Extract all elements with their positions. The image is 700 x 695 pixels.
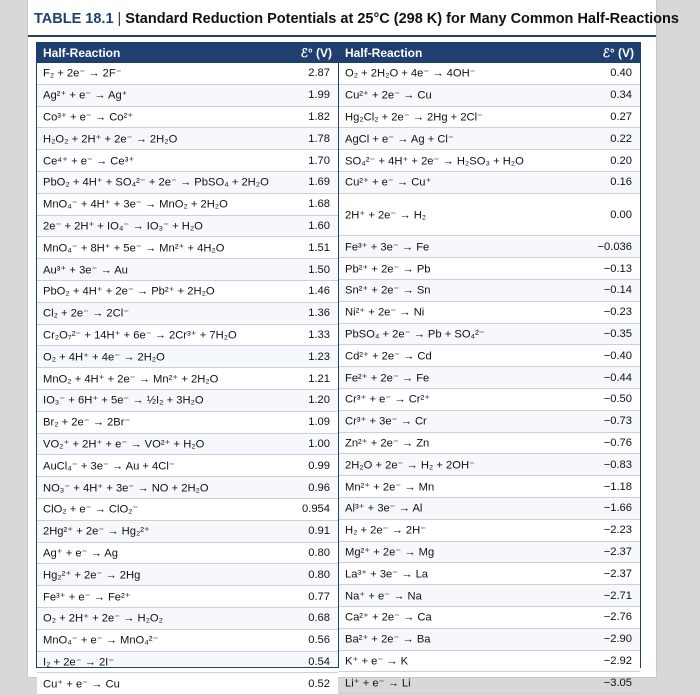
table-row (339, 194, 640, 237)
half-reaction-cell: H₂ + 2e⁻ → 2H⁻ (345, 524, 427, 537)
potential-cell: −2.37 (603, 567, 632, 580)
table-row (37, 564, 338, 586)
potential-cell: 1.51 (308, 241, 330, 254)
table-row (339, 63, 640, 85)
table-row (37, 172, 338, 194)
half-reaction-cell: 2Hg²⁺ + 2e⁻ → Hg₂²⁺ (43, 525, 150, 538)
potential-cell: 1.46 (308, 285, 330, 298)
table-row (339, 563, 640, 585)
potential-cell: −1.18 (603, 480, 632, 493)
potential-cell: −2.71 (603, 589, 632, 602)
potential-cell: 0.22 (610, 132, 632, 145)
table-row (339, 498, 640, 520)
potential-cell: 1.33 (308, 328, 330, 341)
potential-cell: 0.54 (308, 655, 330, 668)
half-reaction-cell: 2e⁻ + 2H⁺ + IO₄⁻ → IO₃⁻ + H₂O (43, 220, 203, 233)
table-row (37, 259, 338, 281)
table-row (37, 150, 338, 172)
left-header-row (37, 43, 338, 63)
table-row (339, 629, 640, 651)
half-reaction-cell: AgCl + e⁻ → Ag + Cl⁻ (345, 133, 454, 146)
left-header-potential: ℰ° (V) (300, 46, 332, 60)
potential-cell: 1.21 (308, 372, 330, 385)
half-reaction-cell: IO₃⁻ + 6H⁺ + 5e⁻ → ½I₂ + 3H₂O (43, 394, 204, 407)
potential-cell: −0.14 (603, 284, 632, 297)
table-row (37, 63, 338, 85)
table-row (339, 302, 640, 324)
table-row (37, 455, 338, 477)
half-reaction-cell: O₂ + 2H⁺ + 2e⁻ → H₂O₂ (43, 612, 163, 625)
table-title-bar (28, 7, 679, 37)
half-reaction-cell: Cr³⁺ + e⁻ → Cr²⁺ (345, 393, 431, 406)
half-reaction-cell: MnO₄⁻ + 8H⁺ + 5e⁻ → Mn²⁺ + 4H₂O (43, 242, 225, 255)
table-row (37, 85, 338, 107)
table-row (37, 543, 338, 565)
half-reaction-cell: Fe³⁺ + e⁻ → Fe²⁺ (43, 591, 131, 604)
reduction-potentials-table (36, 42, 641, 691)
half-reaction-cell: VO₂⁺ + 2H⁺ + e⁻ → VO²⁺ + H₂O (43, 438, 205, 451)
potential-cell: 0.91 (308, 525, 330, 538)
table-row (37, 128, 338, 150)
table-row (339, 476, 640, 498)
table-row (37, 237, 338, 259)
table-row (37, 303, 338, 325)
table-row (37, 630, 338, 652)
half-reaction-cell: K⁺ + e⁻ → K (345, 655, 409, 668)
potential-cell: 1.82 (308, 110, 330, 123)
half-reaction-cell: Mn²⁺ + 2e⁻ → Mn (345, 481, 435, 494)
half-reaction-cell: AuCl₄⁻ + 3e⁻ → Au + 4Cl⁻ (43, 460, 175, 473)
half-reaction-cell: Hg₂²⁺ + 2e⁻ → 2Hg (43, 569, 141, 582)
table-row (37, 107, 338, 129)
half-reaction-cell: MnO₄⁻ + 4H⁺ + 3e⁻ → MnO₂ + 2H₂O (43, 198, 228, 211)
half-reaction-cell: Fe²⁺ + 2e⁻ → Fe (345, 372, 430, 385)
table-row (339, 585, 640, 607)
half-reaction-cell: Cu²⁺ + 2e⁻ → Cu (345, 89, 432, 102)
table-title (34, 11, 679, 27)
potential-cell: 0.27 (610, 110, 632, 123)
table-row (339, 172, 640, 194)
potential-cell: −1.66 (603, 502, 632, 515)
potential-cell: −2.76 (603, 611, 632, 624)
half-reaction-cell: Mg²⁺ + 2e⁻ → Mg (345, 546, 435, 559)
potential-cell: 1.68 (308, 198, 330, 211)
table-row (37, 586, 338, 608)
table-row (37, 216, 338, 238)
half-reaction-cell: Al³⁺ + 3e⁻ → Al (345, 502, 423, 515)
potential-cell: −0.40 (603, 349, 632, 362)
right-table-body (339, 63, 640, 694)
half-reaction-cell: Cu²⁺ + e⁻ → Cu⁺ (345, 176, 432, 189)
potential-cell: −2.37 (603, 545, 632, 558)
table-row (339, 280, 640, 302)
potential-cell: 2.87 (308, 67, 330, 80)
half-reaction-cell: 2H₂O + 2e⁻ → H₂ + 2OH⁻ (345, 459, 475, 472)
half-reaction-cell: La³⁺ + 3e⁻ → La (345, 568, 429, 581)
potential-cell: 0.77 (308, 590, 330, 603)
table-row (37, 412, 338, 434)
table-row (339, 454, 640, 476)
table-row (37, 521, 338, 543)
potential-cell: 0.96 (308, 481, 330, 494)
half-reaction-cell: Ba²⁺ + 2e⁻ → Ba (345, 633, 431, 646)
half-reaction-cell: O₂ + 4H⁺ + 4e⁻ → 2H₂O (43, 351, 165, 364)
left-header-reaction: Half-Reaction (43, 46, 121, 60)
potential-cell: 0.40 (610, 67, 632, 80)
potential-cell: 1.36 (308, 307, 330, 320)
potential-cell: 0.52 (308, 677, 330, 690)
table-row (37, 390, 338, 412)
half-reaction-cell: Na⁺ + e⁻ → Na (345, 590, 422, 603)
table-row (37, 652, 338, 674)
table-row (339, 672, 640, 694)
table-row (339, 107, 640, 129)
potential-cell: −2.90 (603, 633, 632, 646)
right-header-potential: ℰ° (V) (602, 46, 634, 60)
potential-cell: 0.80 (308, 546, 330, 559)
table-number: TABLE 18.1 (34, 11, 114, 27)
half-reaction-cell: Hg₂Cl₂ + 2e⁻ → 2Hg + 2Cl⁻ (345, 111, 484, 124)
half-reaction-cell: PbSO₄ + 2e⁻ → Pb + SO₄²⁻ (345, 328, 485, 341)
potential-cell: 1.23 (308, 350, 330, 363)
table-row (37, 608, 338, 630)
potential-cell: −0.83 (603, 458, 632, 471)
half-reaction-cell: PbO₂ + 4H⁺ + SO₄²⁻ + 2e⁻ → PbSO₄ + 2H₂O (43, 176, 269, 189)
half-reaction-cell: Fe³⁺ + 3e⁻ → Fe (345, 241, 430, 254)
half-reaction-cell: O₂ + 2H₂O + 4e⁻ → 4OH⁻ (345, 67, 476, 80)
potential-cell: 1.60 (308, 219, 330, 232)
potential-cell: −3.05 (603, 676, 632, 689)
half-reaction-cell: Pb²⁺ + 2e⁻ → Pb (345, 263, 431, 276)
table-row (339, 520, 640, 542)
right-header-reaction: Half-Reaction (345, 46, 423, 60)
potential-cell: 0.56 (308, 634, 330, 647)
left-table-body (37, 63, 338, 695)
half-reaction-cell: MnO₄⁻ + e⁻ → MnO₄²⁻ (43, 634, 159, 647)
potential-cell: 1.70 (308, 154, 330, 167)
half-reaction-cell: Zn²⁺ + 2e⁻ → Zn (345, 437, 430, 450)
table-row (339, 542, 640, 564)
table-row (37, 325, 338, 347)
table-row (37, 673, 338, 695)
potential-cell: 1.69 (308, 176, 330, 189)
table-row (37, 477, 338, 499)
potential-cell: 1.99 (308, 89, 330, 102)
left-column (37, 43, 339, 691)
half-reaction-cell: Cu⁺ + e⁻ → Cu (43, 678, 120, 691)
table-row (339, 128, 640, 150)
potential-cell: 0.68 (308, 612, 330, 625)
half-reaction-cell: 2H⁺ + 2e⁻ → H₂ (345, 209, 427, 222)
table-row (339, 367, 640, 389)
right-header-row (339, 43, 640, 63)
potential-cell: 0.20 (610, 154, 632, 167)
half-reaction-cell: Sn²⁺ + 2e⁻ → Sn (345, 284, 431, 297)
potential-cell: −0.76 (603, 436, 632, 449)
table-row (339, 236, 640, 258)
half-reaction-cell: F₂ + 2e⁻ → 2F⁻ (43, 67, 122, 80)
potential-cell: −0.35 (603, 327, 632, 340)
half-reaction-cell: PbO₂ + 4H⁺ + 2e⁻ → Pb²⁺ + 2H₂O (43, 285, 215, 298)
potential-cell: 0.00 (610, 208, 632, 221)
potential-cell: −0.44 (603, 371, 632, 384)
half-reaction-cell: Br₂ + 2e⁻ → 2Br⁻ (43, 416, 131, 429)
half-reaction-cell: Cr³⁺ + 3e⁻ → Cr (345, 415, 427, 428)
potential-cell: 0.954 (302, 503, 330, 516)
half-reaction-cell: MnO₂ + 4H⁺ + 2e⁻ → Mn²⁺ + 2H₂O (43, 373, 219, 386)
potential-cell: −0.73 (603, 415, 632, 428)
table-row (339, 651, 640, 673)
potential-cell: −2.23 (603, 524, 632, 537)
table-row (37, 281, 338, 303)
table-row (37, 499, 338, 521)
potential-cell: 0.34 (610, 89, 632, 102)
half-reaction-cell: NO₃⁻ + 4H⁺ + 3e⁻ → NO + 2H₂O (43, 482, 209, 495)
table-row (339, 150, 640, 172)
potential-cell: 1.09 (308, 416, 330, 429)
half-reaction-cell: Ag⁺ + e⁻ → Ag (43, 547, 118, 560)
half-reaction-cell: Ca²⁺ + 2e⁻ → Ca (345, 611, 432, 624)
potential-cell: 1.20 (308, 394, 330, 407)
potential-cell: 0.80 (308, 568, 330, 581)
potential-cell: 1.78 (308, 132, 330, 145)
table-row (339, 607, 640, 629)
potential-cell: −0.13 (603, 262, 632, 275)
half-reaction-cell: Cl₂ + 2e⁻ → 2Cl⁻ (43, 307, 130, 320)
half-reaction-cell: Ag²⁺ + e⁻ → Ag⁺ (43, 89, 128, 102)
title-separator: | (117, 11, 122, 27)
half-reaction-cell: SO₄²⁻ + 4H⁺ + 2e⁻ → H₂SO₃ + H₂O (345, 155, 524, 168)
table-row (37, 434, 338, 456)
potential-cell: −0.23 (603, 306, 632, 319)
half-reaction-cell: Au³⁺ + 3e⁻ → Au (43, 264, 128, 277)
potential-cell: 0.16 (610, 176, 632, 189)
half-reaction-cell: Ni²⁺ + 2e⁻ → Ni (345, 306, 425, 319)
table-row (339, 258, 640, 280)
table-row (339, 433, 640, 455)
half-reaction-cell: Co³⁺ + e⁻ → Co²⁺ (43, 111, 134, 124)
right-column (339, 43, 640, 690)
half-reaction-cell: ClO₂ + e⁻ → ClO₂⁻ (43, 503, 139, 516)
half-reaction-cell: Ce⁴⁺ + e⁻ → Ce³⁺ (43, 155, 135, 168)
table-row (37, 194, 338, 216)
table-row (339, 324, 640, 346)
potential-cell: −0.036 (597, 240, 632, 253)
half-reaction-cell: Cr₂O₇²⁻ + 14H⁺ + 6e⁻ → 2Cr³⁺ + 7H₂O (43, 329, 237, 342)
table-row (339, 411, 640, 433)
table-row (37, 368, 338, 390)
half-reaction-cell: I₂ + 2e⁻ → 2I⁻ (43, 656, 115, 669)
potential-cell: 1.00 (308, 437, 330, 450)
potential-cell: −0.50 (603, 393, 632, 406)
textbook-page (28, 0, 679, 691)
potential-cell: 0.99 (308, 459, 330, 472)
table-caption: Standard Reduction Potentials at 25°C (298 K) for Many Common Half-Reactions (125, 11, 679, 27)
table-row (339, 345, 640, 367)
table-row (37, 346, 338, 368)
potential-cell: −2.92 (603, 654, 632, 667)
potential-cell: 1.50 (308, 263, 330, 276)
half-reaction-cell: Cd²⁺ + 2e⁻ → Cd (345, 350, 432, 363)
half-reaction-cell: H₂O₂ + 2H⁺ + 2e⁻ → 2H₂O (43, 133, 178, 146)
half-reaction-cell: Li⁺ + e⁻ → Li (345, 677, 411, 690)
table-row (339, 389, 640, 411)
table-row (339, 85, 640, 107)
